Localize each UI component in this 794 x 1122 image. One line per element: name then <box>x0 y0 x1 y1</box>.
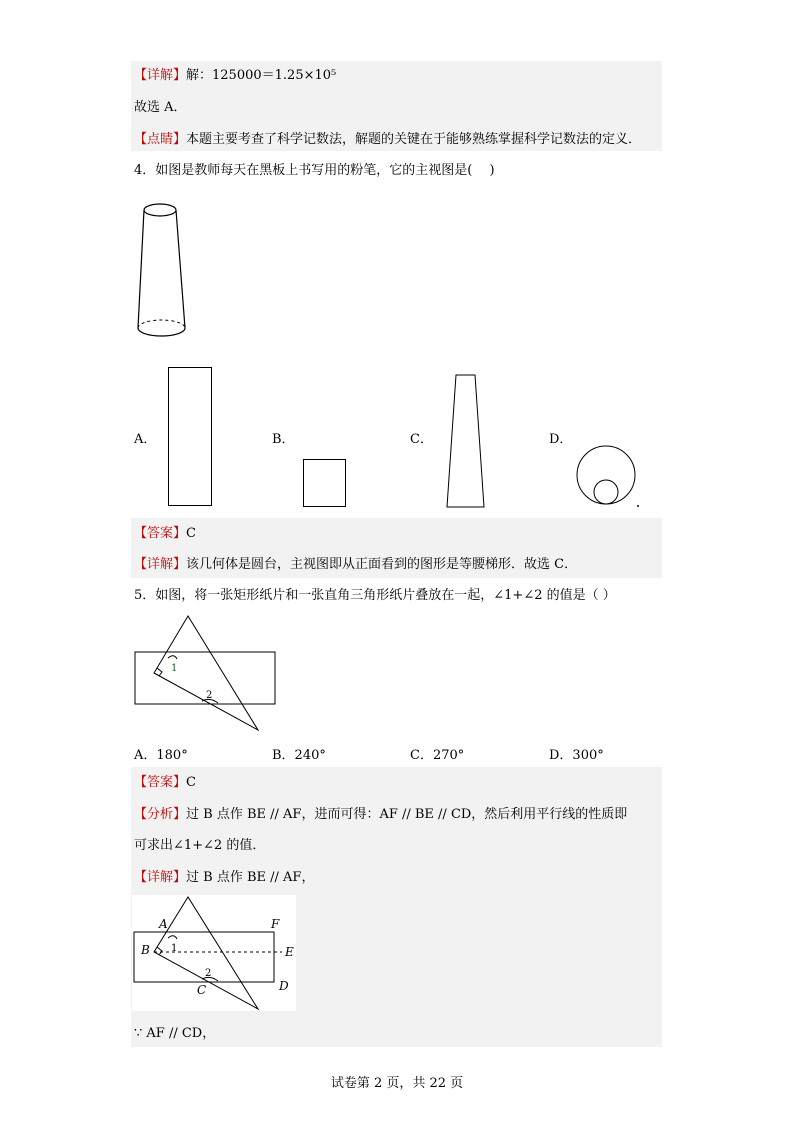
q5-stem: 5．如图，将一张矩形纸片和一张直角三角形纸片叠放在一起，∠1+∠2 的值是（ ） <box>134 588 616 603</box>
q5-figure <box>134 615 284 735</box>
q4-detail <box>134 555 577 575</box>
point-b-label: B <box>141 943 150 957</box>
analysis-tag: 【分析】 <box>134 807 187 822</box>
q5-option-b[interactable]: B．240° <box>272 748 326 763</box>
q5-because: ∵ AF // CD， <box>134 1026 216 1041</box>
remark-text: 本题主要考查了科学记数法，解题的关键在于能够熟练掌握科学记数法的定义． <box>186 132 642 147</box>
q5-answer <box>134 773 196 793</box>
q5-option-a[interactable]: A．180° <box>134 748 188 763</box>
detail-tag: 【详解】 <box>134 557 187 572</box>
q5-analysis-2: 可求出∠1+∠2 的值． <box>134 838 266 853</box>
point-f-label: F <box>271 917 280 931</box>
q4-option-a[interactable]: A． <box>134 432 157 447</box>
q4-option-c-figure <box>444 374 488 509</box>
q4-option-c[interactable]: C． <box>410 432 433 447</box>
point-a-label: A <box>159 917 168 931</box>
chalk-figure <box>130 198 200 343</box>
answer-tag: 【答案】 <box>134 775 187 790</box>
q5-option-d[interactable]: D．300° <box>549 748 604 763</box>
remark-tag: 【点睛】 <box>134 132 187 147</box>
page-footer: 试卷第 2 页，共 22 页 <box>330 1076 464 1091</box>
detail-text: 过 B 点作 BE // AF， <box>186 870 315 885</box>
point-c-label: C <box>197 983 207 997</box>
q3-conclusion: 故选 A． <box>134 100 187 115</box>
answer-tag: 【答案】 <box>134 526 187 541</box>
q3-remark <box>134 130 641 150</box>
angle-2-label: 2 <box>205 968 212 979</box>
q5-detail <box>134 868 314 888</box>
detail-text: 解：125000＝1.25×10⁵ <box>186 68 337 83</box>
q5-option-c[interactable]: C．270° <box>410 748 465 763</box>
q5-analysis-1 <box>134 805 627 825</box>
detail-tag: 【详解】 <box>134 68 187 83</box>
angle-1-label: 1 <box>171 943 178 954</box>
q4-option-d-figure <box>576 442 644 510</box>
point-d-label: D <box>279 979 289 993</box>
angle-2-label: 2 <box>206 690 213 701</box>
answer-value: C <box>186 775 196 790</box>
q4-stem: 4．如图是教师每天在黑板上书写用的粉笔，它的主视图是( ) <box>134 163 495 178</box>
detail-tag: 【详解】 <box>134 870 187 885</box>
q4-option-d[interactable]: D． <box>549 432 573 447</box>
q5-solution-figure <box>132 895 296 1011</box>
q4-option-b[interactable]: B． <box>272 432 295 447</box>
q3-detail <box>134 66 336 86</box>
q4-option-a-figure <box>168 367 212 507</box>
angle-1-label: 1 <box>171 663 178 674</box>
point-e-label: E <box>285 945 294 959</box>
answer-value: C <box>186 526 196 541</box>
q4-option-b-figure <box>303 459 347 508</box>
detail-text: 该几何体是圆台，主视图即从正面看到的图形是等腰梯形．故选 C． <box>186 557 578 572</box>
q4-answer <box>134 524 196 544</box>
analysis-text: 过 B 点作 BE // AF，进而可得：AF // BE // CD，然后利用平行线的性质即 <box>186 807 628 822</box>
